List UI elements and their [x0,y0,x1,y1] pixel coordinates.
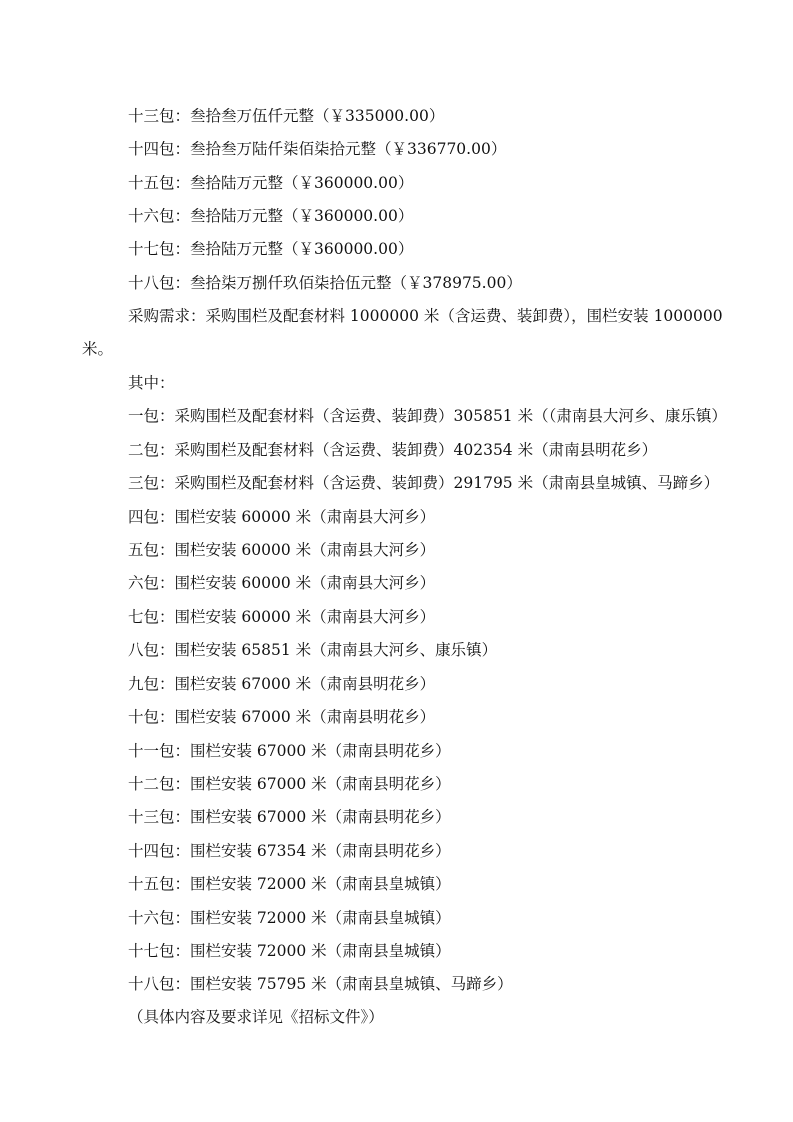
package-line-2: 二包：采购围栏及配套材料（含运费、装卸费）402354 米（肃南县明花乡） [128,441,658,459]
package-line-7: 七包：围栏安装 60000 米（肃南县大河乡） [128,608,436,626]
package-line-17: 十七包：围栏安装 72000 米（肃南县皇城镇） [128,942,451,960]
package-line-18: 十八包：围栏安装 75795 米（肃南县皇城镇、马蹄乡） [128,975,513,993]
package-line-11: 十一包：围栏安装 67000 米（肃南县明花乡） [128,742,451,760]
package-line-4: 四包：围栏安装 60000 米（肃南县大河乡） [128,508,436,526]
package-line-1: 一包：采购围栏及配套材料（含运费、装卸费）305851 米（（肃南县大河乡、康乐镇） [128,407,727,425]
footnote: （具体内容及要求详见《招标文件》） [128,1008,384,1026]
budget-line-18: 十八包：叁拾柒万捌仟玖佰柒拾伍元整（￥378975.00） [128,274,522,292]
procurement-need-line2: 米。 [82,340,114,358]
budget-line-16: 十六包：叁拾陆万元整（￥360000.00） [128,207,414,225]
procurement-need-line1: 采购需求：采购围栏及配套材料 1000000 米（含运费、装卸费），围栏安装 1000000 [128,307,723,325]
package-line-16: 十六包：围栏安装 72000 米（肃南县皇城镇） [128,909,451,927]
package-line-12: 十二包：围栏安装 67000 米（肃南县明花乡） [128,775,451,793]
package-line-14: 十四包：围栏安装 67354 米（肃南县明花乡） [128,842,451,860]
package-line-3: 三包：采购围栏及配套材料（含运费、装卸费）291795 米（肃南县皇城镇、马蹄乡） [128,474,720,492]
among-label: 其中： [128,374,175,392]
package-line-8: 八包：围栏安装 65851 米（肃南县大河乡、康乐镇） [128,641,498,659]
package-line-15: 十五包：围栏安装 72000 米（肃南县皇城镇） [128,875,451,893]
budget-line-17: 十七包：叁拾陆万元整（￥360000.00） [128,240,414,258]
budget-line-15: 十五包：叁拾陆万元整（￥360000.00） [128,174,414,192]
package-line-9: 九包：围栏安装 67000 米（肃南县明花乡） [128,675,436,693]
package-line-6: 六包：围栏安装 60000 米（肃南县大河乡） [128,574,436,592]
package-line-5: 五包：围栏安装 60000 米（肃南县大河乡） [128,541,436,559]
package-line-13: 十三包：围栏安装 67000 米（肃南县明花乡） [128,808,451,826]
budget-line-14: 十四包：叁拾叁万陆仟柒佰柒拾元整（￥336770.00） [128,140,507,158]
package-line-10: 十包：围栏安装 67000 米（肃南县明花乡） [128,708,436,726]
budget-line-13: 十三包：叁拾叁万伍仟元整（￥335000.00） [128,107,445,125]
